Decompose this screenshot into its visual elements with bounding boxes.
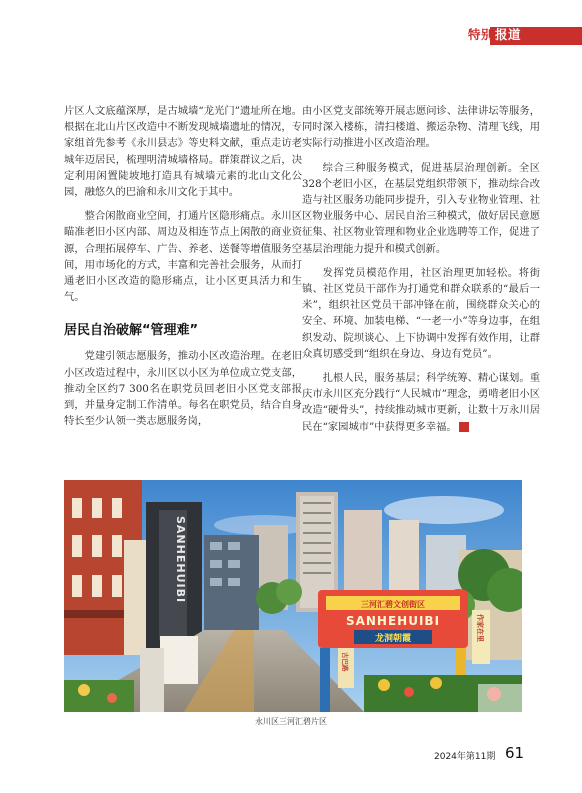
section-tag-part2: 报道: [495, 27, 522, 42]
paragraph: 综合三种服务模式，促进基层治理创新。全区328个老旧小区，在基层党组织带领下，推动综合改造与社区服务功能同步提升，引入专业物业管理、社区物业服务中心、居民自治三种模式，做好居民意愿征集、社区物业管理和物业企业选聘等工作，促进了基层治理能力提升和模式创新。: [302, 161, 540, 255]
arch-sign-main-text: SANHEHUIBI: [345, 614, 441, 628]
arch-sign-top-text: 三河汇碧文创街区: [361, 600, 425, 609]
end-mark-icon: 区: [459, 422, 469, 432]
paragraph: 发挥党员模范作用，社区治理更加轻松。将街镇、社区党员干部作为打通党和群众联系的“最后一米”，组织社区党员干部冲锋在前，围绕群众关心的安全、环境、加装电梯、“一老一小”等身边事，在组织发动、院坝谈心、上下协调中发挥有效作用，让群众真切感受到“组织在身边、身边有党员”。: [302, 266, 540, 360]
street-photo: [64, 480, 522, 712]
paragraph: 片区人文底蕴深厚，是古城墙“龙光门”遗址所在地。根据在北山片区改造中不断发现城墙遗址的情况，专家组首先参考《永川县志》等史料文献，重点走访老城年迈居民，梳理明清城墙格局。群策群议之后，决定利用闲置陡坡地打造具有城墙元素的北山文化公园，融悠久的巴渝和永川文化于其中。: [64, 105, 302, 199]
right-column: [302, 103, 540, 443]
paragraph: 党建引领志愿服务，推动小区改造治理。在老旧小区改造过程中，永川区以小区为单位成立党支部，推动全区约7 300名在职党员回老旧小区党支部报到，并量身定制工作清单。每名在职党员，结合自身特长至少认领一类志愿服务岗，: [64, 350, 302, 428]
photo-caption: 永川区三河汇碧片区: [255, 717, 327, 726]
sign-right-text: 作家在里: [476, 614, 484, 642]
paragraph-last: [302, 370, 540, 435]
paragraph: 整合闲散商业空间，打通片区隐形痛点。永川区瞄准老旧小区内部、周边及相连节点上闲散的商业资源，合理拓展停车、广告、养老、送餐等增值服务空间，用市场化的方式，丰富和完善社会服务，从而打通老旧小区改造的隐形痛点，让小区更具活力和生气。: [64, 210, 302, 304]
section-tag-part1: 特别: [468, 27, 495, 42]
arch-sign-sub-text: 龙洞朝霞: [374, 634, 412, 644]
paragraph: 由小区党支部统筹开展志愿问诊、法律讲坛等服务，同时深入楼栋，清扫楼道、搬运杂物、清理飞线，用实际行动推进小区改造治理。: [302, 105, 540, 150]
section-title: 居民自治破解“管理难”: [64, 323, 199, 339]
section-tag: [468, 25, 521, 43]
page-number: 61: [505, 744, 525, 762]
paragraph-text: 扎根人民，服务基层；科学统筹、精心谋划。重庆市永川区充分践行“人民城市”理念，勇啃老旧小区改造“硬骨头”，持续推动城市更新，让数十万永川居民在“家园城市”中获得更多幸福。: [302, 372, 540, 433]
issue-label: 2024年第11期: [434, 752, 496, 762]
building-sign-text: SANHEHUIBI: [174, 516, 187, 604]
sign-left-text: 古巴路: [341, 652, 349, 672]
left-column: [64, 103, 302, 437]
